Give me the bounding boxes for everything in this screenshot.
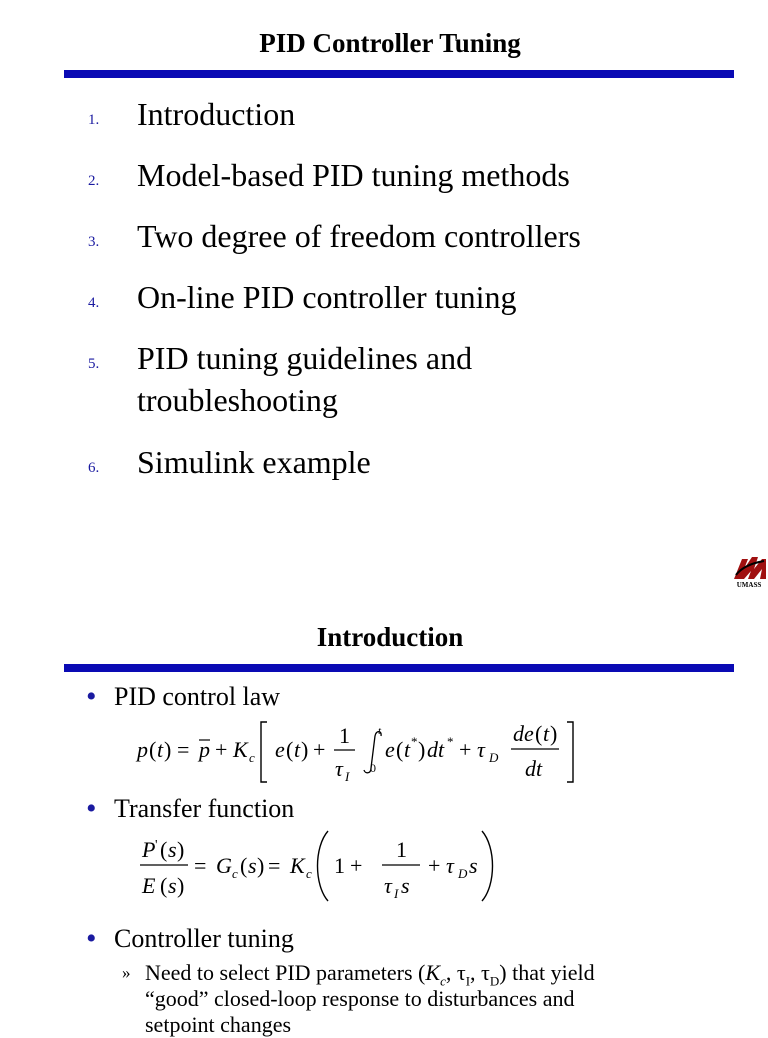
svg-text:+: + — [428, 853, 441, 878]
item-number: 5. — [88, 356, 100, 372]
toc-item-guidelines: PID tuning guidelines and — [137, 340, 473, 376]
slide2-title-rule — [64, 664, 734, 672]
logo-text: UMASS — [736, 581, 762, 589]
svg-text:+: + — [459, 737, 472, 762]
toc-item-guidelines-line2: troubleshooting — [137, 382, 338, 418]
bullet-transfer-function: Transfer function — [114, 794, 295, 823]
svg-text:dt: dt — [427, 737, 445, 762]
svg-text:c: c — [306, 866, 312, 881]
svg-text:I: I — [345, 769, 350, 784]
svg-text:=: = — [194, 853, 207, 878]
svg-text:(: ( — [396, 737, 404, 762]
item-number: 6. — [88, 460, 100, 476]
slide2-title: Introduction — [316, 622, 464, 652]
toc-item-two-dof: Two degree of freedom controllers — [137, 218, 581, 254]
svg-text:(: ( — [286, 737, 294, 762]
svg-text:K: K — [290, 853, 305, 878]
svg-text:P: P — [142, 837, 156, 862]
svg-text:dt: dt — [525, 756, 543, 781]
svg-text:): ) — [301, 737, 309, 762]
svg-text:1: 1 — [339, 723, 350, 748]
svg-text:): ) — [418, 737, 426, 762]
svg-text:s: s — [248, 853, 257, 878]
svg-text:τ: τ — [446, 853, 454, 878]
svg-text:t: t — [404, 737, 411, 762]
toc-item-model-based: Model-based PID tuning methods — [137, 157, 570, 193]
svg-text:τ: τ — [335, 756, 343, 781]
svg-text:c: c — [232, 866, 238, 881]
svg-text:): ) — [177, 837, 185, 862]
svg-text:=: = — [268, 853, 281, 878]
svg-text:D: D — [489, 750, 499, 765]
sub-bullet-line1a: Need to select PID parameters ( — [145, 960, 426, 985]
toc-item-online: On-line PID controller tuning — [137, 279, 517, 315]
equation-pid-law — [135, 714, 595, 786]
svg-text:t: t — [157, 737, 164, 762]
svg-text:0: 0 — [370, 761, 376, 775]
svg-text:(: ( — [149, 737, 157, 762]
svg-text:=: = — [177, 737, 190, 762]
svg-text:1: 1 — [334, 853, 345, 878]
svg-text:s: s — [469, 853, 478, 878]
equation-transfer-function — [138, 827, 508, 905]
svg-text:): ) — [164, 737, 172, 762]
toc-item-simulink: Simulink example — [137, 444, 371, 480]
svg-text:D: D — [458, 866, 468, 881]
svg-text:τ: τ — [384, 873, 392, 898]
svg-text:τ: τ — [477, 737, 485, 762]
slide1-title-rule — [64, 70, 734, 78]
bullet-controller-tuning: Controller tuning — [114, 924, 294, 953]
svg-text:+: + — [350, 853, 363, 878]
svg-text:(: ( — [160, 837, 168, 862]
svg-text:e: e — [385, 737, 395, 762]
item-number: 2. — [88, 173, 100, 189]
svg-text:*: * — [447, 734, 454, 749]
bullet-dot: • — [86, 680, 97, 713]
item-number: 3. — [88, 234, 100, 250]
bullet-dot: • — [86, 922, 97, 955]
bullet-dot: • — [86, 792, 97, 825]
svg-text:I: I — [394, 886, 399, 901]
svg-text:G: G — [216, 853, 232, 878]
svg-text:): ) — [177, 873, 185, 898]
svg-text:e: e — [275, 737, 285, 762]
svg-text:t: t — [294, 737, 301, 762]
svg-text:de: de — [513, 721, 534, 746]
svg-text:1: 1 — [396, 837, 407, 862]
svg-text:t: t — [543, 721, 550, 746]
umass-logo — [732, 553, 766, 589]
svg-text:+: + — [215, 737, 228, 762]
item-number: 4. — [88, 295, 100, 311]
slide1-title: PID Controller Tuning — [259, 28, 521, 58]
sub-bullet-marker: » — [122, 963, 131, 982]
svg-text:E: E — [142, 873, 156, 898]
svg-text:s: s — [168, 873, 177, 898]
svg-text:s: s — [168, 837, 177, 862]
svg-text:K: K — [233, 737, 248, 762]
svg-text:p: p — [199, 737, 210, 762]
svg-text:s: s — [401, 873, 410, 898]
svg-text:(: ( — [160, 873, 168, 898]
svg-text:p: p — [137, 737, 148, 762]
svg-text:): ) — [257, 853, 265, 878]
svg-text:c: c — [249, 750, 255, 765]
toc-item-introduction: Introduction — [137, 96, 296, 132]
sub-bullet-line1b: ) that yield — [499, 960, 595, 985]
svg-text:(: ( — [240, 853, 248, 878]
sub-bullet-line3: setpoint changes — [145, 1012, 292, 1037]
svg-text:': ' — [155, 838, 158, 853]
svg-text:+: + — [313, 737, 326, 762]
sub-bullet-line2: “good” closed-loop response to disturbances and — [145, 986, 575, 1011]
item-number: 1. — [88, 112, 100, 128]
svg-text:t: t — [378, 725, 382, 737]
sub-bullet-line1: Need to select PID parameters ($K_c$, $\tau_I$, $\tau_D$) that yield — [145, 960, 595, 989]
bullet-pid-control-law: PID control law — [114, 682, 281, 711]
svg-text:*: * — [411, 734, 418, 749]
svg-text:(: ( — [535, 721, 543, 746]
svg-text:): ) — [550, 721, 558, 746]
